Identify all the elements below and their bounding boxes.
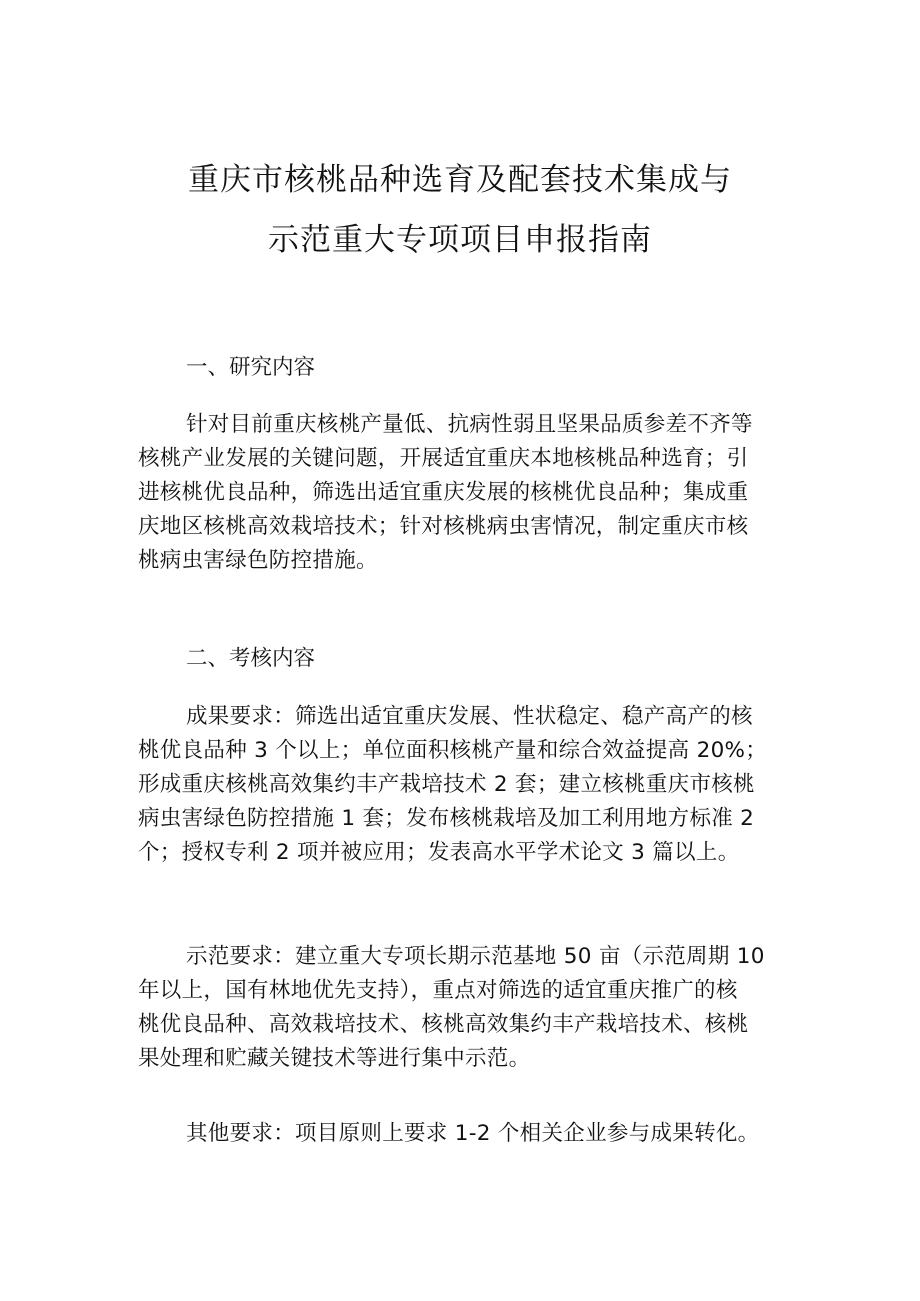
paragraph-line: 进核桃优良品种，筛选出适宜重庆发展的核桃优良品种；集成重 — [138, 480, 749, 505]
paragraph-line: 其他要求：项目原则上要求 1-2 个相关企业参与成果转化。 — [186, 1121, 760, 1146]
section-heading-assessment: 二、考核内容 — [186, 646, 316, 671]
outcome-requirements-paragraph — [138, 700, 786, 870]
paragraph-line: 病虫害绿色防控措施 1 套；发布核桃栽培及加工利用地方标准 2 — [138, 806, 755, 831]
paragraph-line: 形成重庆核桃高效集约丰产栽培技术 2 套；建立核桃重庆市核桃 — [138, 772, 755, 797]
paragraph-line: 示范要求：建立重大专项长期示范基地 50 亩（示范周期 10 — [186, 944, 765, 969]
paragraph-line: 桃优良品种、高效栽培技术、核桃高效集约丰产栽培技术、核桃 — [138, 1012, 749, 1037]
paragraph-line: 桃病虫害绿色防控措施。 — [138, 548, 378, 573]
paragraph-line: 成果要求：筛选出适宜重庆发展、性状稳定、稳产高产的核 — [186, 704, 753, 729]
document-title-line-2: 示范重大专项项目申报指南 — [268, 222, 652, 258]
demonstration-requirements-paragraph — [138, 940, 786, 1076]
document-title-line-1: 重庆市核桃品种选育及配套技术集成与 — [188, 162, 732, 198]
paragraph-line: 针对目前重庆核桃产量低、抗病性弱且坚果品质参差不齐等 — [186, 412, 753, 437]
section-heading-research: 一、研究内容 — [186, 355, 316, 380]
research-paragraph — [138, 408, 786, 578]
paragraph-line: 桃优良品种 3 个以上；单位面积核桃产量和综合效益提高 20%； — [138, 738, 768, 763]
paragraph-line: 果处理和贮藏关键技术等进行集中示范。 — [138, 1046, 531, 1071]
paragraph-line: 年以上，国有林地优先支持），重点对筛选的适宜重庆推广的核 — [138, 978, 738, 1003]
other-requirements-paragraph — [138, 1117, 786, 1151]
paragraph-line: 庆地区核桃高效栽培技术；针对核桃病虫害情况，制定重庆市核 — [138, 514, 749, 539]
paragraph-line: 个；授权专利 2 项并被应用；发表高水平学术论文 3 篇以上。 — [138, 840, 740, 865]
paragraph-line: 核桃产业发展的关键问题，开展适宜重庆本地核桃品种选育；引 — [138, 446, 749, 471]
